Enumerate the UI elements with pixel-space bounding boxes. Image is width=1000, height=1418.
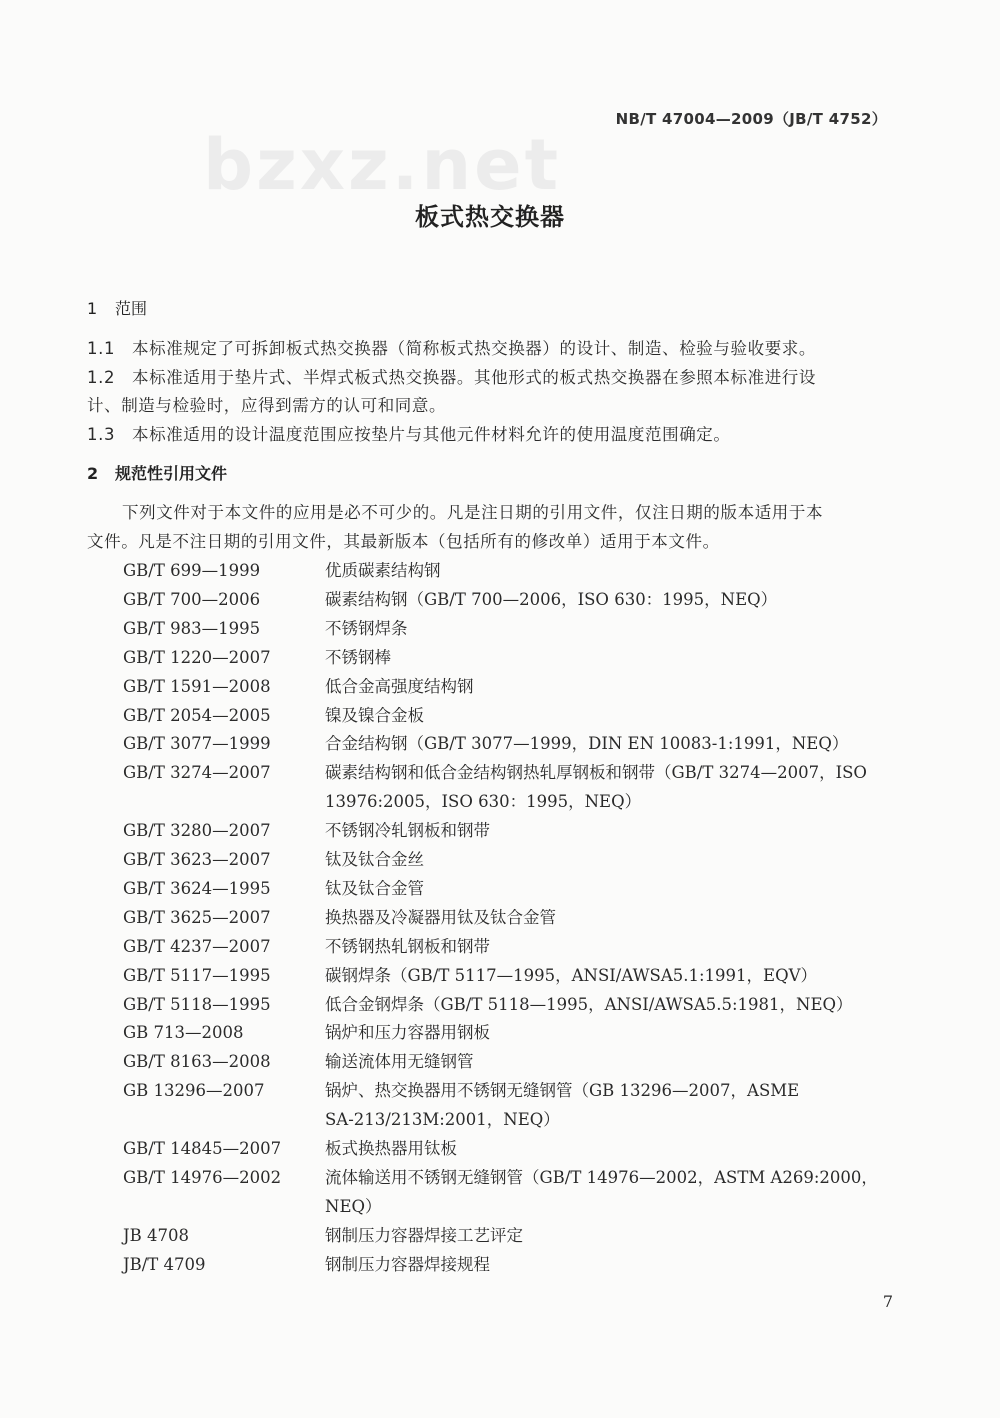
reference-code: GB 13296—2007: [123, 1081, 265, 1101]
reference-title-line: NEQ）: [325, 1196, 382, 1216]
clause-text: 本标准适用的设计温度范围应按垫片与其他元件材料允许的使用温度范围确定。: [132, 425, 731, 444]
reference-code: GB/T 1591—2008: [123, 676, 271, 696]
reference-item: [0, 643, 1000, 672]
clause-1-2-continued: 计、制造与检验时，应得到需方的认可和同意。: [87, 396, 447, 415]
clause-text: 本标准规定了可拆卸板式热交换器（简称板式热交换器）的设计、制造、检验与验收要求。: [132, 339, 816, 358]
reference-title-line: 钢制压力容器焊接规程: [325, 1254, 490, 1274]
reference-code: GB/T 700—2006: [123, 589, 261, 609]
reference-code: GB 713—2008: [123, 1023, 244, 1043]
reference-title: [325, 1018, 490, 1047]
reference-title: [325, 961, 817, 990]
page-number: 7: [882, 1292, 893, 1311]
reference-title-line: 锅炉、热交换器用不锈钢无缝钢管（GB 13296—2007，ASME: [325, 1081, 800, 1101]
reference-title-line: 钛及钛合金管: [325, 878, 424, 898]
reference-title-line: 碳钢焊条（GB/T 5117—1995，ANSI/AWSA5.1:1991，EQV）: [325, 965, 818, 985]
reference-item: [0, 556, 1000, 585]
reference-code: JB/T 4709: [123, 1254, 206, 1274]
clause-1-1: [87, 338, 816, 360]
reference-title-line: 钢制压力容器焊接工艺评定: [325, 1225, 523, 1245]
reference-item: [0, 585, 1000, 614]
watermark: bzxz.net: [203, 124, 562, 206]
reference-item: [0, 672, 1000, 701]
reference-title: [325, 1134, 457, 1163]
reference-title: [325, 1250, 490, 1279]
reference-title: [325, 585, 777, 614]
reference-title: [325, 874, 424, 903]
reference-item: [0, 1076, 1000, 1130]
reference-title-line: 13976:2005，ISO 630：1995，NEQ）: [325, 792, 642, 812]
reference-item: [0, 845, 1000, 874]
reference-title-line: 不锈钢冷轧钢板和钢带: [325, 821, 490, 841]
reference-item: [0, 874, 1000, 903]
reference-title-line: 流体输送用不锈钢无缝钢管（GB/T 14976—2002，ASTM A269:2000，: [325, 1167, 878, 1187]
reference-title-line: 钛及钛合金丝: [325, 850, 424, 869]
reference-title-line: 优质碳素结构钢: [325, 561, 441, 580]
reference-title: [325, 672, 474, 701]
section-number: 1: [87, 299, 98, 318]
reference-code: GB/T 4237—2007: [123, 936, 271, 956]
reference-code: GB/T 2054—2005: [123, 705, 271, 725]
reference-title-line: 锅炉和压力容器用钢板: [325, 1023, 490, 1043]
reference-title-line: 不锈钢热轧钢板和钢带: [325, 936, 490, 956]
reference-title: [325, 845, 424, 874]
reference-title: [325, 990, 853, 1019]
reference-title: [325, 614, 408, 643]
reference-title: [325, 1076, 799, 1134]
reference-title-line: 低合金高强度结构钢: [325, 676, 474, 696]
reference-item: [0, 932, 1000, 961]
clause-1-3: [87, 424, 731, 446]
reference-code: GB/T 699—1999: [123, 561, 261, 580]
reference-code: GB/T 3280—2007: [123, 821, 271, 841]
reference-item: [0, 1047, 1000, 1076]
reference-code: GB/T 3623—2007: [123, 850, 271, 869]
reference-item: [0, 1018, 1000, 1047]
reference-title-line: 碳素结构钢和低合金结构钢热轧厚钢板和钢带（GB/T 3274—2007，ISO: [325, 763, 867, 783]
reference-title-line: 不锈钢焊条: [325, 618, 408, 638]
reference-item: [0, 758, 1000, 812]
reference-title-line: 换热器及冷凝器用钛及钛合金管: [325, 907, 556, 927]
reference-title-line: 板式换热器用钛板: [325, 1139, 457, 1158]
reference-title: [325, 932, 490, 961]
reference-code: GB/T 14976—2002: [123, 1167, 282, 1187]
reference-code: GB/T 8163—2008: [123, 1052, 271, 1072]
reference-title: [325, 1163, 878, 1221]
section-heading-references: [87, 463, 227, 485]
reference-code: GB/T 983—1995: [123, 618, 261, 638]
reference-title: [325, 643, 391, 672]
clause-1-2: [87, 367, 816, 389]
reference-item: [0, 816, 1000, 845]
reference-code: GB/T 5117—1995: [123, 965, 271, 985]
reference-item: [0, 961, 1000, 990]
document-title: 板式热交换器: [415, 203, 565, 231]
reference-item: [0, 729, 1000, 758]
reference-title: [325, 903, 556, 932]
reference-code: GB/T 3274—2007: [123, 763, 271, 783]
reference-item: [0, 614, 1000, 643]
reference-title-line: SA-213/213M:2001，NEQ）: [325, 1110, 560, 1130]
reference-code: GB/T 14845—2007: [123, 1139, 282, 1158]
reference-item: [0, 1163, 1000, 1216]
reference-title: [325, 816, 490, 845]
reference-title-line: 镍及镍合金板: [325, 705, 424, 725]
section-number: 2: [87, 464, 99, 483]
section-heading-scope: [87, 298, 147, 320]
reference-code: GB/T 3625—2007: [123, 907, 271, 927]
reference-item: [0, 1250, 1000, 1279]
reference-title: [325, 1047, 474, 1076]
reference-code: GB/T 3077—1999: [123, 734, 271, 754]
reference-code: GB/T 1220—2007: [123, 647, 271, 667]
section-title: 规范性引用文件: [115, 464, 228, 483]
section-title: 范围: [115, 299, 148, 318]
reference-title-line: 输送流体用无缝钢管: [325, 1052, 474, 1072]
reference-title-line: 不锈钢棒: [325, 647, 391, 667]
reference-item: [0, 1221, 1000, 1250]
reference-title-line: 合金结构钢（GB/T 3077—1999，DIN EN 10083-1:1991，NEQ）: [325, 734, 849, 754]
clause-number: 1.1: [87, 339, 116, 358]
intro-paragraph-line-2: 文件。凡是不注日期的引用文件，其最新版本（包括所有的修改单）适用于本文件。: [87, 532, 720, 551]
reference-item: [0, 990, 1000, 1019]
intro-paragraph-line-1: 下列文件对于本文件的应用是必不可少的。凡是注日期的引用文件，仅注日期的版本适用于本: [122, 503, 824, 522]
reference-code: GB/T 5118—1995: [123, 994, 271, 1014]
reference-item: [0, 701, 1000, 730]
reference-title: [325, 729, 848, 758]
reference-item: [0, 1134, 1000, 1163]
clause-text: 本标准适用于垫片式、半焊式板式热交换器。其他形式的板式热交换器在参照本标准进行设: [132, 368, 816, 387]
clause-number: 1.3: [87, 425, 116, 444]
reference-title: [325, 758, 867, 816]
reference-code: JB 4708: [123, 1225, 189, 1245]
reference-title-line: 碳素结构钢（GB/T 700—2006，ISO 630：1995，NEQ）: [325, 589, 778, 609]
reference-title-line: 低合金钢焊条（GB/T 5118—1995，ANSI/AWSA5.5:1981，NEQ）: [325, 994, 853, 1014]
reference-item: [0, 903, 1000, 932]
reference-code: GB/T 3624—1995: [123, 878, 271, 898]
clause-number: 1.2: [87, 368, 116, 387]
standard-number-header: NB/T 47004—2009（JB/T 4752）: [615, 110, 887, 128]
reference-title: [325, 556, 441, 585]
reference-title: [325, 701, 424, 730]
reference-title: [325, 1221, 523, 1250]
